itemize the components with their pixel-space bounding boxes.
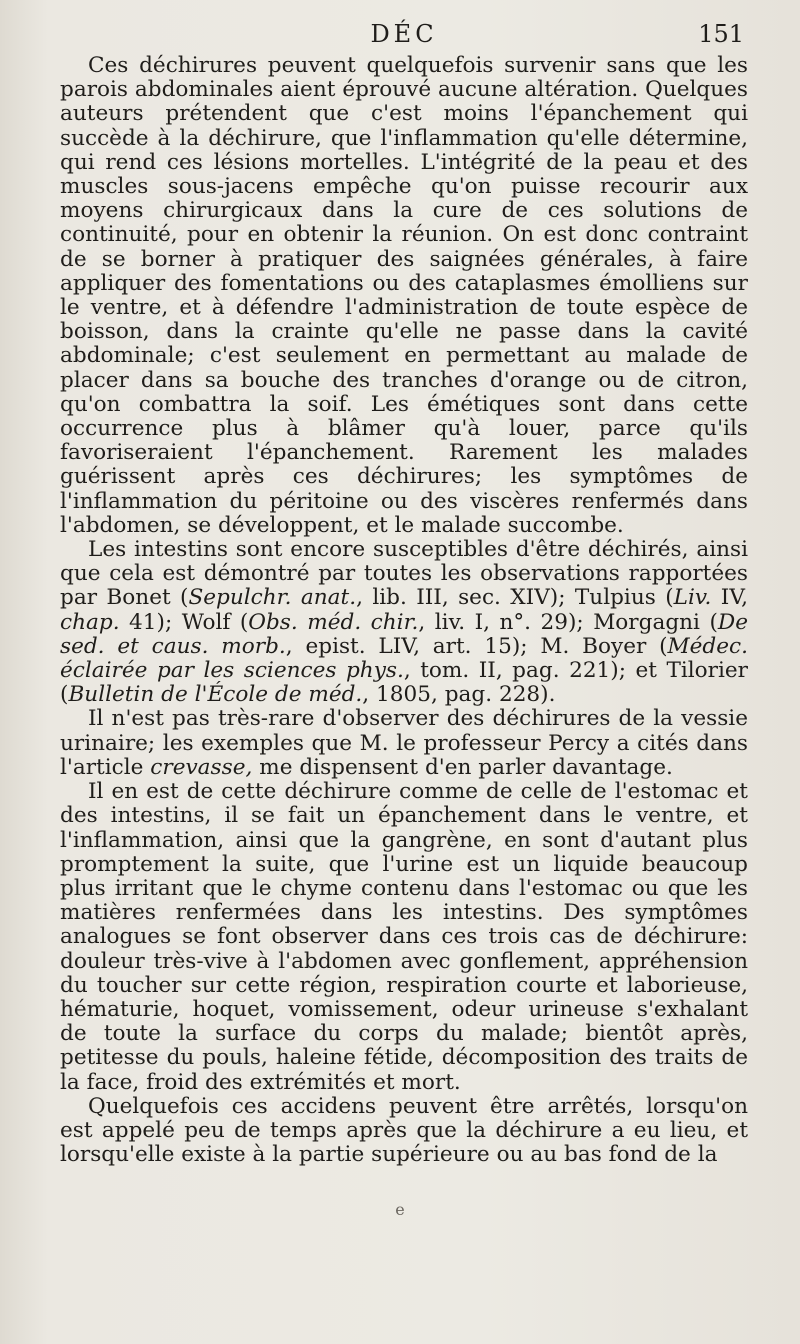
text-run: , 1805, pag. 228). — [362, 682, 556, 708]
running-head — [60, 20, 748, 54]
citation-title: chap. — [60, 609, 120, 635]
text-run: , lib. III, sec. XIV); Tulpius ( — [356, 585, 674, 611]
body-text — [60, 54, 748, 1167]
paragraph-1: Ces déchirures peuvent quelquefois survenir sans que les parois abdominales aient éprouvé aucune altération. Quelques auteurs prétendent que c'est moins l'épanchement qui succède à la déchirure, que l'inflammation qu'elle détermine, qui rend ces lésions mortelles. L'intégrité de la peau et des muscles sous-jacens empêche qu'on puisse recourir aux moyens chirurgicaux dans la cure de ces solutions de continuité, pour en obtenir la réunion. On est donc contraint de se borner à pratiquer des saignées générales, à faire appliquer des fomentations ou des cataplasmes émolliens sur le ventre, et à défendre l'administration de toute espèce de boisson, dans la crainte qu'elle ne passe dans la cavité abdominale; c'est seulement en permettant au malade de placer dans sa bouche des tranches d'orange ou de citron, qu'on combattra la soif. Les émétiques sont dans cette occurrence plus à blâmer qu'à louer, parce qu'ils favoriseraient l'épanchement. Rarement les malades guérissent après ces déchirures; les symptômes de l'inflammation du péritoine ou des viscères renfermés dans l'abdomen, se développent, et le malade succombe. — [60, 53, 748, 538]
paragraph-5: Quelquefois ces accidens peuvent être arrêtés, lorsqu'on est appelé peu de temps après que la déchirure a eu lieu, et lorsqu'elle existe à la partie supérieure ou au bas fond de la — [60, 1093, 748, 1168]
text-run: , epist. LIV, art. 15); M. Boyer ( — [285, 633, 668, 659]
signature-mark: e — [395, 1200, 405, 1219]
paragraph-4: Il en est de cette déchirure comme de celle de l'estomac et des intestins, il se fait un épanchement dans le ventre, et l'inflammation, ainsi que la gangrène, en sont d'autant plus promptement la suite, que l'urine est un liquide beaucoup plus irritant que le chyme contenu dans l'estomac ou que les matières renfermées dans les intestins. Des symptômes analogues se font observer dans ces trois cas de déchirure: douleur très-vive à l'abdomen avec gonflement, appréhension du toucher sur cette région, respiration courte et laborieuse, hématurie, hoquet, vomissement, odeur urineuse s'exhalant de toute la surface du corps du malade; bientôt après, petitesse du pouls, haleine fétide, décomposition des traits de la face, froid des extrémités et mort. — [60, 779, 748, 1095]
citation-title: Médec. éclairée par les sciences phys. — [60, 633, 748, 684]
paragraph-3 — [60, 707, 748, 780]
text-run: , tom. II, pag. 221); et Tilorier ( — [60, 658, 749, 708]
text-run: Il n'est pas très-rare d'observer des déchirures de la vessie urinaire; les exemples que M. le professeur Percy a cités dans l'article — [60, 706, 748, 780]
citation-title: Sepulchr. anat. — [188, 585, 357, 611]
text-run: Les intestins sont encore susceptibles d'être déchirés, ainsi que cela est démontré par toutes les observations rapportées par Bonet ( — [60, 537, 748, 611]
citation-title: Bulletin de l'École de méd. — [68, 682, 363, 708]
text-run: , liv. I, n°. 29); Morgagni ( — [418, 609, 718, 635]
page-number: 151 — [698, 20, 744, 48]
text-run: 41); Wolf ( — [119, 609, 249, 635]
citation-title: Liv. — [673, 585, 712, 611]
citation-title: Obs. méd. chir. — [248, 609, 419, 635]
text-run: me dispensent d'en parler davantage. — [252, 754, 673, 780]
page-title: DÉC — [370, 20, 438, 48]
paragraph-2 — [60, 538, 748, 707]
emphasis: crevasse, — [150, 754, 253, 780]
citation-title: De sed. et caus. morb. — [60, 609, 748, 659]
text-run: IV, — [711, 585, 748, 611]
